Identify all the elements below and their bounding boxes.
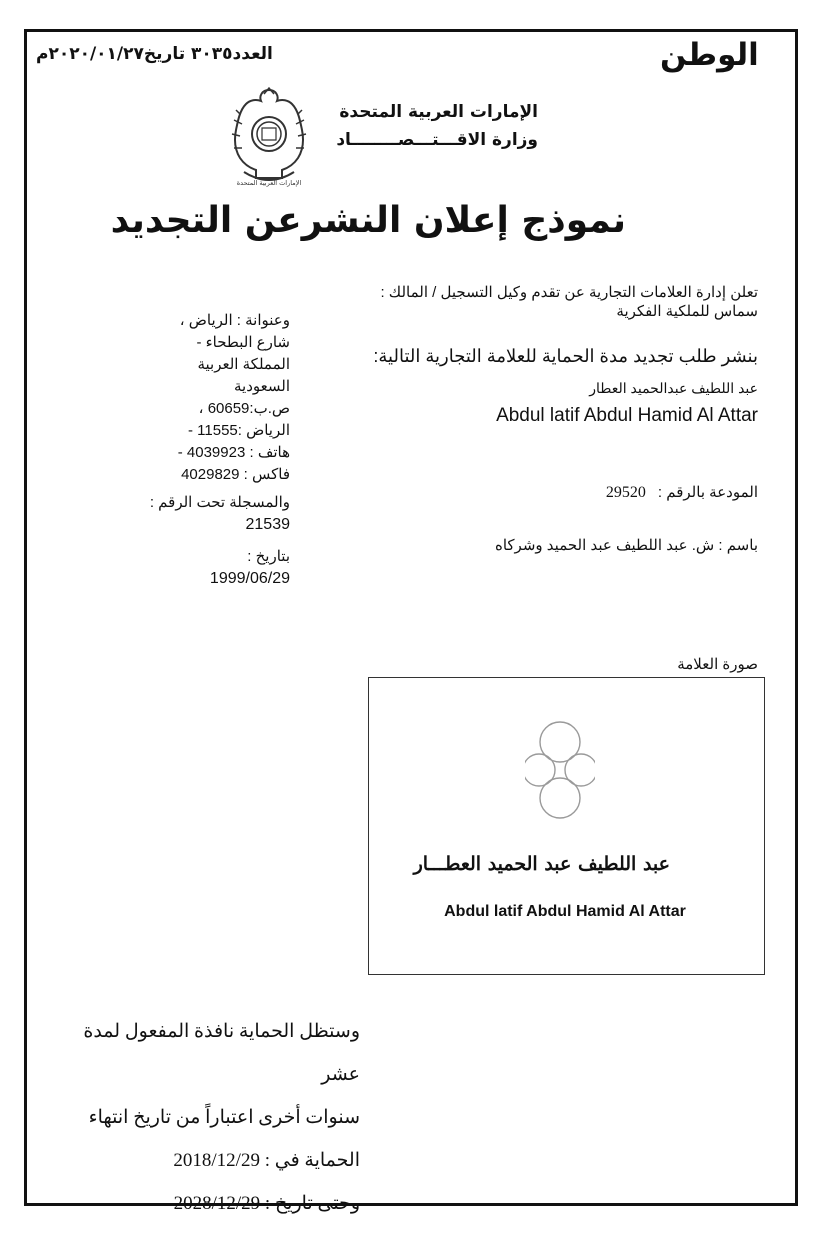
phone-number: هاتف : 4039923 - [177,444,290,461]
closing-line-2: سنوات أخرى اعتباراً من تاريخ انتهاء [88,1107,360,1128]
issue-info: العدد٣٠٣٥ تاريخ٢٠٢٠/٠١/٢٧م [36,44,273,64]
interlocking-circles-icon [525,718,595,822]
uae-emblem-icon [226,84,312,192]
deposit-line [328,483,758,502]
ministry-line-1: الإمارات العربية المتحدة [339,102,538,122]
holder-name-line: باسم : ش. عبد اللطيف عبد الحميد وشركاه [494,537,758,554]
trademark-label: صورة العلامة [677,656,758,673]
closing-line-4: وحتى تاريخ : 2028/12/29 [173,1193,360,1214]
intro-text [328,283,758,321]
registration-date: 1999/06/29 [209,570,290,587]
fax-number: فاكس : 4029829 [181,466,290,483]
page-title: نموذج إعلان النشرعن التجديد [110,200,626,241]
ministry-line-2: وزارة الاقـــتـــصــــــــاد [336,130,538,150]
ministry-name [324,98,538,154]
owner-name-arabic: عبد اللطيف عبدالحميد العطار [589,380,758,396]
trademark-text-arabic: عبد اللطيف عبد الحميد العطـــار [413,853,670,875]
intro-line-1: تعلن إدارة العلامات التجارية عن تقدم وكيل التسجيل / المالك : [380,284,758,301]
closing-line-1: وستظل الحماية نافذة المفعول لمدة عشر [83,1021,360,1085]
po-box: ص.ب:60659 ، [198,400,290,417]
address-line-2: شارع البطحاء - [196,334,290,351]
publish-heading: بنشر طلب تجديد مدة الحماية للعلامة التجارية التالية: [373,346,758,366]
trademark-text-english: Abdul latif Abdul Hamid Al Attar [444,903,686,920]
closing-line-3: الحماية في : 2018/12/29 [173,1150,360,1171]
newspaper-logo: الوطن [660,37,759,73]
address-block [130,310,290,590]
deposit-label: المودعة بالرقم : [657,484,758,501]
date-label: بتاريخ : [247,548,290,565]
city-postal: الرياض :11555 - [187,422,290,439]
address-line-4: السعودية [233,378,290,395]
address-line-1: وعنوانة : الرياض ، [179,312,290,329]
address-line-3: المملكة العربية [197,356,290,373]
owner-name-english: Abdul latif Abdul Hamid Al Attar [496,405,758,426]
registered-number: 21539 [245,516,290,533]
emblem-caption: الإمارات العربية المتحدة [236,179,302,187]
registered-label: والمسجلة تحت الرقم : [149,494,290,511]
closing-paragraph [40,1010,360,1225]
deposit-number: 29520 [605,484,646,501]
intro-line-2: سماس للملكية الفكرية [616,303,758,320]
